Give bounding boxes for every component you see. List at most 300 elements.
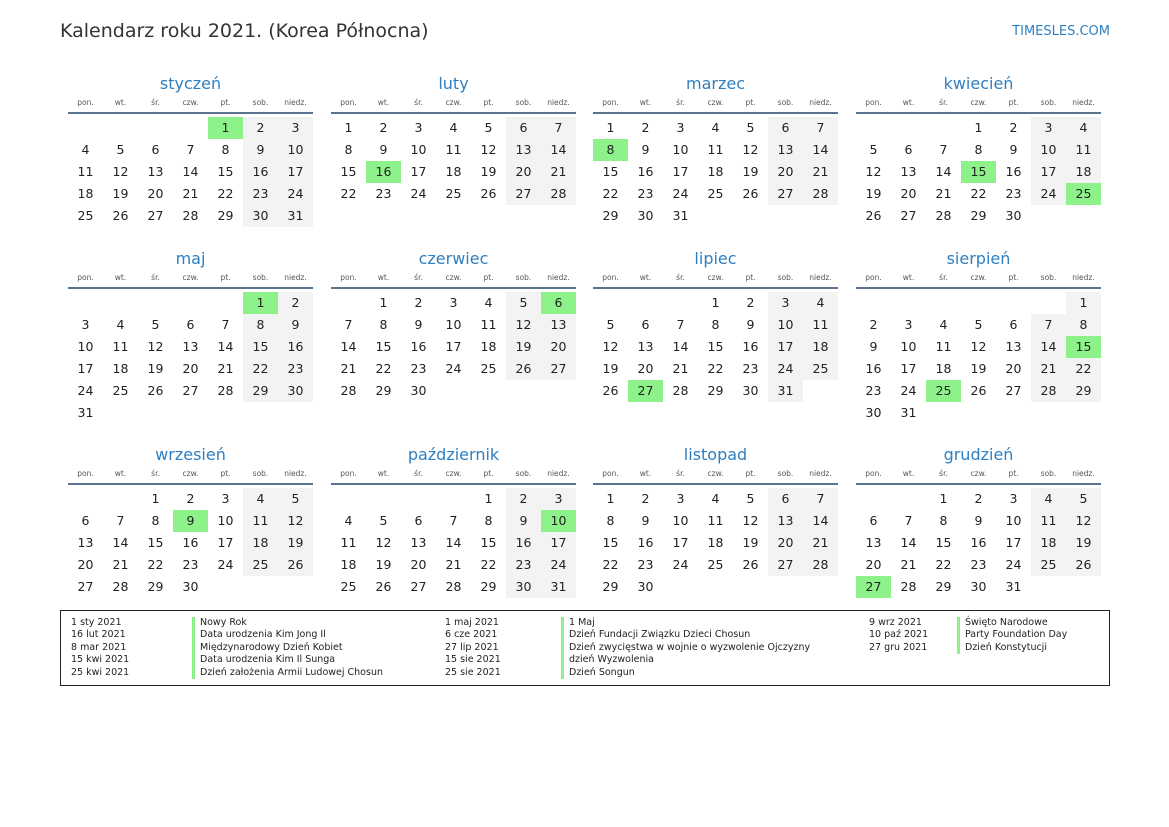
day-cell: 1 [606,120,615,135]
day-cell: 20 [768,532,803,554]
weekday-name: wt. [639,98,652,107]
empty-cell [103,292,138,314]
day-cell: 24 [672,557,689,572]
weekday-name: sob. [1040,98,1057,107]
weekday-name: sob. [777,273,794,282]
day-cell: 14 [935,164,952,179]
day-cell: 25 [1031,554,1066,576]
weekday-name: niedz. [284,98,307,107]
day-cell: 3 [414,120,423,135]
day-cell: 11 [77,164,94,179]
day-cell: 7 [803,488,838,510]
day-cell: 15 [602,164,619,179]
day-cell: 19 [970,361,987,376]
day-cell: 18 [1031,532,1066,554]
day-cell: 14 [445,535,462,550]
day-cell: 1 [151,491,160,506]
weekday-name: niedz. [1072,469,1095,478]
empty-cell [856,488,891,510]
day-grid [856,117,1101,227]
day-cell: 10 [410,142,427,157]
weekday-header [593,96,838,114]
day-cell: 13 [541,314,576,336]
day-cell: 16 [637,535,654,550]
weekday-name: sob. [777,98,794,107]
month-3 [593,74,838,227]
day-cell: 7 [939,142,948,157]
holiday-dates-col-3 [869,617,928,654]
holiday-date: 25 kwi 2021 [71,666,130,678]
day-cell: 14 [803,139,838,161]
day-cell: 17 [900,361,917,376]
day-cell: 29 [707,383,724,398]
day-cell: 21 [803,161,838,183]
day-cell: 20 [865,557,882,572]
day-cell: 13 [506,139,541,161]
day-cell: 2 [186,491,195,506]
day-cell: 28 [217,383,234,398]
day-cell: 27 [768,183,803,205]
day-cell: 12 [970,339,987,354]
day-cell: 21 [672,361,689,376]
day-cell: 12 [865,164,882,179]
day-cell: 31 [768,380,803,402]
holiday-day: 9 [173,510,208,532]
day-cell: 13 [410,535,427,550]
day-cell: 20 [541,336,576,358]
day-cell: 18 [112,361,129,376]
day-cell: 11 [803,314,838,336]
weekday-header [593,467,838,485]
day-cell: 8 [379,317,388,332]
day-cell: 29 [375,383,392,398]
day-cell: 8 [243,314,278,336]
day-cell: 21 [541,161,576,183]
empty-cell [856,292,891,314]
day-cell: 15 [480,535,497,550]
day-cell: 16 [742,339,759,354]
empty-cell [138,117,173,139]
day-cell: 1 [974,120,983,135]
weekday-name: czw. [970,469,987,478]
day-cell: 7 [186,142,195,157]
day-cell: 9 [278,314,313,336]
day-cell: 18 [707,535,724,550]
weekday-name: sob. [515,98,532,107]
weekday-name: sob. [252,98,269,107]
day-cell: 28 [803,183,838,205]
empty-cell [1031,292,1066,314]
holiday-day: 1 [208,117,243,139]
day-cell: 29 [480,579,497,594]
day-cell: 13 [77,535,94,550]
day-cell: 6 [506,117,541,139]
day-cell: 8 [344,142,353,157]
day-cell: 30 [278,380,313,402]
month-name: kwiecień [943,74,1014,93]
month-11 [593,445,838,598]
day-cell: 18 [935,361,952,376]
day-cell: 28 [900,579,917,594]
day-cell: 26 [742,557,759,572]
weekday-name: pt. [483,98,494,107]
day-cell: 22 [602,186,619,201]
holiday-name: Dzień Songun [569,666,635,678]
day-cell: 10 [900,339,917,354]
weekday-name: czw. [970,273,987,282]
day-cell: 21 [935,186,952,201]
holiday-date: 6 cze 2021 [445,629,498,641]
day-grid [593,488,838,598]
weekday-name: śr. [676,98,685,107]
day-cell: 27 [541,358,576,380]
day-cell: 7 [221,317,230,332]
day-cell: 12 [278,510,313,532]
day-cell: 16 [970,535,987,550]
holiday-date: 1 sty 2021 [71,617,122,628]
day-cell: 17 [672,535,689,550]
day-cell: 1 [606,491,615,506]
day-cell: 30 [182,579,199,594]
day-cell: 18 [707,164,724,179]
day-cell: 18 [1066,161,1101,183]
day-cell: 23 [243,183,278,205]
holiday-day: 8 [593,139,628,161]
day-cell: 25 [243,554,278,576]
holiday-date: 27 lip 2021 [445,641,499,653]
day-cell: 1 [1066,292,1101,314]
weekday-header [593,271,838,289]
weekday-name: niedz. [547,273,570,282]
weekday-name: pt. [745,469,756,478]
day-cell: 8 [606,513,615,528]
weekday-name: niedz. [284,273,307,282]
day-cell: 9 [414,317,423,332]
brand-link[interactable]: TIMESLES.COM [1012,24,1110,39]
empty-cell [891,117,926,139]
weekday-name: śr. [151,98,160,107]
day-cell: 10 [445,317,462,332]
day-cell: 2 [414,295,423,310]
holiday-dates-col-1 [71,617,129,679]
day-cell: 21 [217,361,234,376]
day-cell: 8 [151,513,160,528]
day-cell: 29 [602,208,619,223]
day-cell: 13 [768,510,803,532]
day-cell: 11 [480,317,497,332]
day-cell: 4 [939,317,948,332]
holiday-name: Dzień Fundacji Związku Dzieci Chosun [569,629,751,641]
empty-cell [891,292,926,314]
month-1 [68,74,313,227]
weekday-header [331,271,576,289]
month-name: październik [407,445,500,464]
day-cell: 20 [410,557,427,572]
day-cell: 8 [974,142,983,157]
holiday-name: 1 Maj [569,617,595,628]
day-cell: 17 [672,164,689,179]
day-cell: 26 [602,383,619,398]
day-cell: 30 [865,405,882,420]
day-cell: 20 [182,361,199,376]
day-cell: 2 [379,120,388,135]
day-cell: 24 [445,361,462,376]
day-cell: 4 [81,142,90,157]
day-cell: 14 [672,339,689,354]
day-cell: 24 [672,186,689,201]
month-name: marzec [685,74,745,93]
day-cell: 15 [217,164,234,179]
weekday-header [68,467,313,485]
day-cell: 10 [1031,139,1066,161]
weekday-name: pt. [483,273,494,282]
weekday-name: wt. [902,273,915,282]
day-cell: 24 [217,557,234,572]
day-cell: 2 [746,295,755,310]
day-cell: 10 [77,339,94,354]
empty-cell [856,117,891,139]
day-cell: 11 [340,535,357,550]
holiday-names-col-1 [192,617,383,679]
day-cell: 11 [935,339,952,354]
day-cell: 3 [768,292,803,314]
day-cell: 28 [112,579,129,594]
day-cell: 27 [1005,383,1022,398]
empty-cell [628,292,663,314]
day-cell: 20 [1005,361,1022,376]
day-cell: 9 [1009,142,1018,157]
day-cell: 24 [1005,557,1022,572]
day-cell: 14 [217,339,234,354]
day-cell: 20 [768,161,803,183]
day-cell: 19 [742,164,759,179]
day-cell: 10 [672,142,689,157]
day-cell: 5 [869,142,878,157]
day-grid [856,292,1101,424]
day-cell: 7 [449,513,458,528]
empty-cell [401,488,436,510]
weekday-name: wt. [377,273,390,282]
day-cell: 25 [112,383,129,398]
day-cell: 20 [900,186,917,201]
day-cell: 17 [1031,161,1066,183]
day-cell: 27 [768,554,803,576]
day-cell: 5 [974,317,983,332]
day-cell: 25 [707,186,724,201]
empty-cell [926,292,961,314]
day-cell: 17 [1005,535,1022,550]
day-cell: 28 [340,383,357,398]
weekday-name: czw. [445,469,462,478]
day-grid [593,292,838,402]
weekday-name: sob. [515,469,532,478]
day-cell: 18 [445,164,462,179]
holiday-date: 9 wrz 2021 [869,617,922,628]
day-cell: 3 [541,488,576,510]
day-cell: 17 [410,164,427,179]
day-cell: 22 [147,557,164,572]
holiday-date: 27 gru 2021 [869,641,928,653]
day-cell: 11 [1031,510,1066,532]
day-cell: 3 [676,120,685,135]
day-cell: 25 [480,361,497,376]
weekday-name: niedz. [547,469,570,478]
day-cell: 18 [480,339,497,354]
day-cell: 21 [445,557,462,572]
day-cell: 31 [77,405,94,420]
weekday-name: czw. [707,98,724,107]
day-cell: 26 [480,186,497,201]
weekday-name: sob. [515,273,532,282]
day-cell: 24 [768,358,803,380]
weekday-header [68,271,313,289]
day-cell: 27 [77,579,94,594]
day-cell: 6 [768,117,803,139]
empty-cell [366,488,401,510]
weekday-name: pon. [865,98,882,107]
holiday-name: Dzień zwycięstwa w wojnie o wyzwolenie Ojczyzny [569,641,811,653]
day-cell: 4 [711,491,720,506]
month-name: sierpień [946,249,1011,268]
holiday-list [60,610,1110,686]
day-cell: 30 [637,208,654,223]
weekday-header [331,467,576,485]
weekday-name: niedz. [809,98,832,107]
weekday-name: pt. [1008,469,1019,478]
day-cell: 4 [344,513,353,528]
day-cell: 18 [243,532,278,554]
day-cell: 9 [641,513,650,528]
day-cell: 9 [379,142,388,157]
holiday-date: 1 maj 2021 [445,617,499,628]
day-cell: 17 [278,161,313,183]
weekday-name: pt. [220,273,231,282]
weekday-header [856,96,1101,114]
holiday-day: 6 [541,292,576,314]
empty-cell [961,292,996,314]
empty-cell [996,292,1031,314]
day-cell: 24 [278,183,313,205]
empty-cell [891,488,926,510]
day-cell: 4 [484,295,493,310]
day-cell: 27 [147,208,164,223]
weekday-name: pt. [1008,98,1019,107]
empty-cell [103,117,138,139]
day-cell: 9 [869,339,878,354]
weekday-name: pon. [602,469,619,478]
day-cell: 22 [243,358,278,380]
weekday-name: pon. [865,273,882,282]
day-cell: 19 [602,361,619,376]
weekday-name: pon. [77,469,94,478]
day-cell: 7 [541,117,576,139]
day-cell: 14 [541,139,576,161]
day-cell: 2 [869,317,878,332]
day-cell: 7 [904,513,913,528]
holiday-name: dzień Wyzwolenia [569,654,654,666]
day-cell: 12 [147,339,164,354]
day-cell: 5 [116,142,125,157]
holiday-date: 15 kwi 2021 [71,654,130,666]
day-cell: 13 [182,339,199,354]
day-cell: 12 [480,142,497,157]
day-cell: 23 [506,554,541,576]
day-cell: 6 [768,488,803,510]
day-cell: 3 [1031,117,1066,139]
month-4 [856,74,1101,227]
day-grid [68,292,313,424]
day-cell: 2 [506,488,541,510]
day-cell: 13 [865,535,882,550]
day-cell: 22 [707,361,724,376]
day-grid [856,488,1101,598]
empty-cell [173,292,208,314]
weekday-name: pon. [340,469,357,478]
day-cell: 5 [278,488,313,510]
month-2 [331,74,576,205]
day-cell: 2 [641,120,650,135]
holiday-date: 15 sie 2021 [445,654,501,666]
day-cell: 9 [746,317,755,332]
weekday-name: pt. [483,469,494,478]
weekday-name: niedz. [284,469,307,478]
day-cell: 4 [116,317,125,332]
day-cell: 12 [742,142,759,157]
day-cell: 20 [637,361,654,376]
weekday-name: śr. [151,469,160,478]
day-cell: 22 [217,186,234,201]
day-cell: 5 [484,120,493,135]
holiday-name: Data urodzenia Kim Il Sunga [200,654,336,666]
day-cell: 4 [711,120,720,135]
month-name: wrzesień [155,445,226,464]
day-cell: 23 [970,557,987,572]
day-cell: 9 [974,513,983,528]
day-cell: 15 [602,535,619,550]
holiday-date: 25 sie 2021 [445,666,501,678]
day-cell: 22 [480,557,497,572]
weekday-name: sob. [1040,273,1057,282]
day-cell: 23 [278,358,313,380]
day-cell: 25 [77,208,94,223]
day-cell: 16 [865,361,882,376]
day-cell: 26 [375,579,392,594]
day-cell: 27 [182,383,199,398]
day-cell: 2 [641,491,650,506]
weekday-name: śr. [414,273,423,282]
day-cell: 28 [541,183,576,205]
weekday-name: pon. [77,98,94,107]
day-cell: 23 [865,383,882,398]
day-cell: 19 [147,361,164,376]
day-cell: 15 [935,535,952,550]
weekday-name: sob. [777,469,794,478]
month-8 [856,249,1101,424]
day-cell: 12 [602,339,619,354]
day-cell: 15 [147,535,164,550]
day-cell: 16 [243,161,278,183]
day-cell: 15 [707,339,724,354]
day-cell: 6 [869,513,878,528]
day-cell: 11 [707,513,724,528]
day-cell: 25 [707,557,724,572]
day-cell: 7 [116,513,125,528]
day-cell: 24 [77,383,94,398]
day-cell: 10 [217,513,234,528]
day-cell: 17 [768,336,803,358]
weekday-name: pt. [745,273,756,282]
day-cell: 7 [803,117,838,139]
